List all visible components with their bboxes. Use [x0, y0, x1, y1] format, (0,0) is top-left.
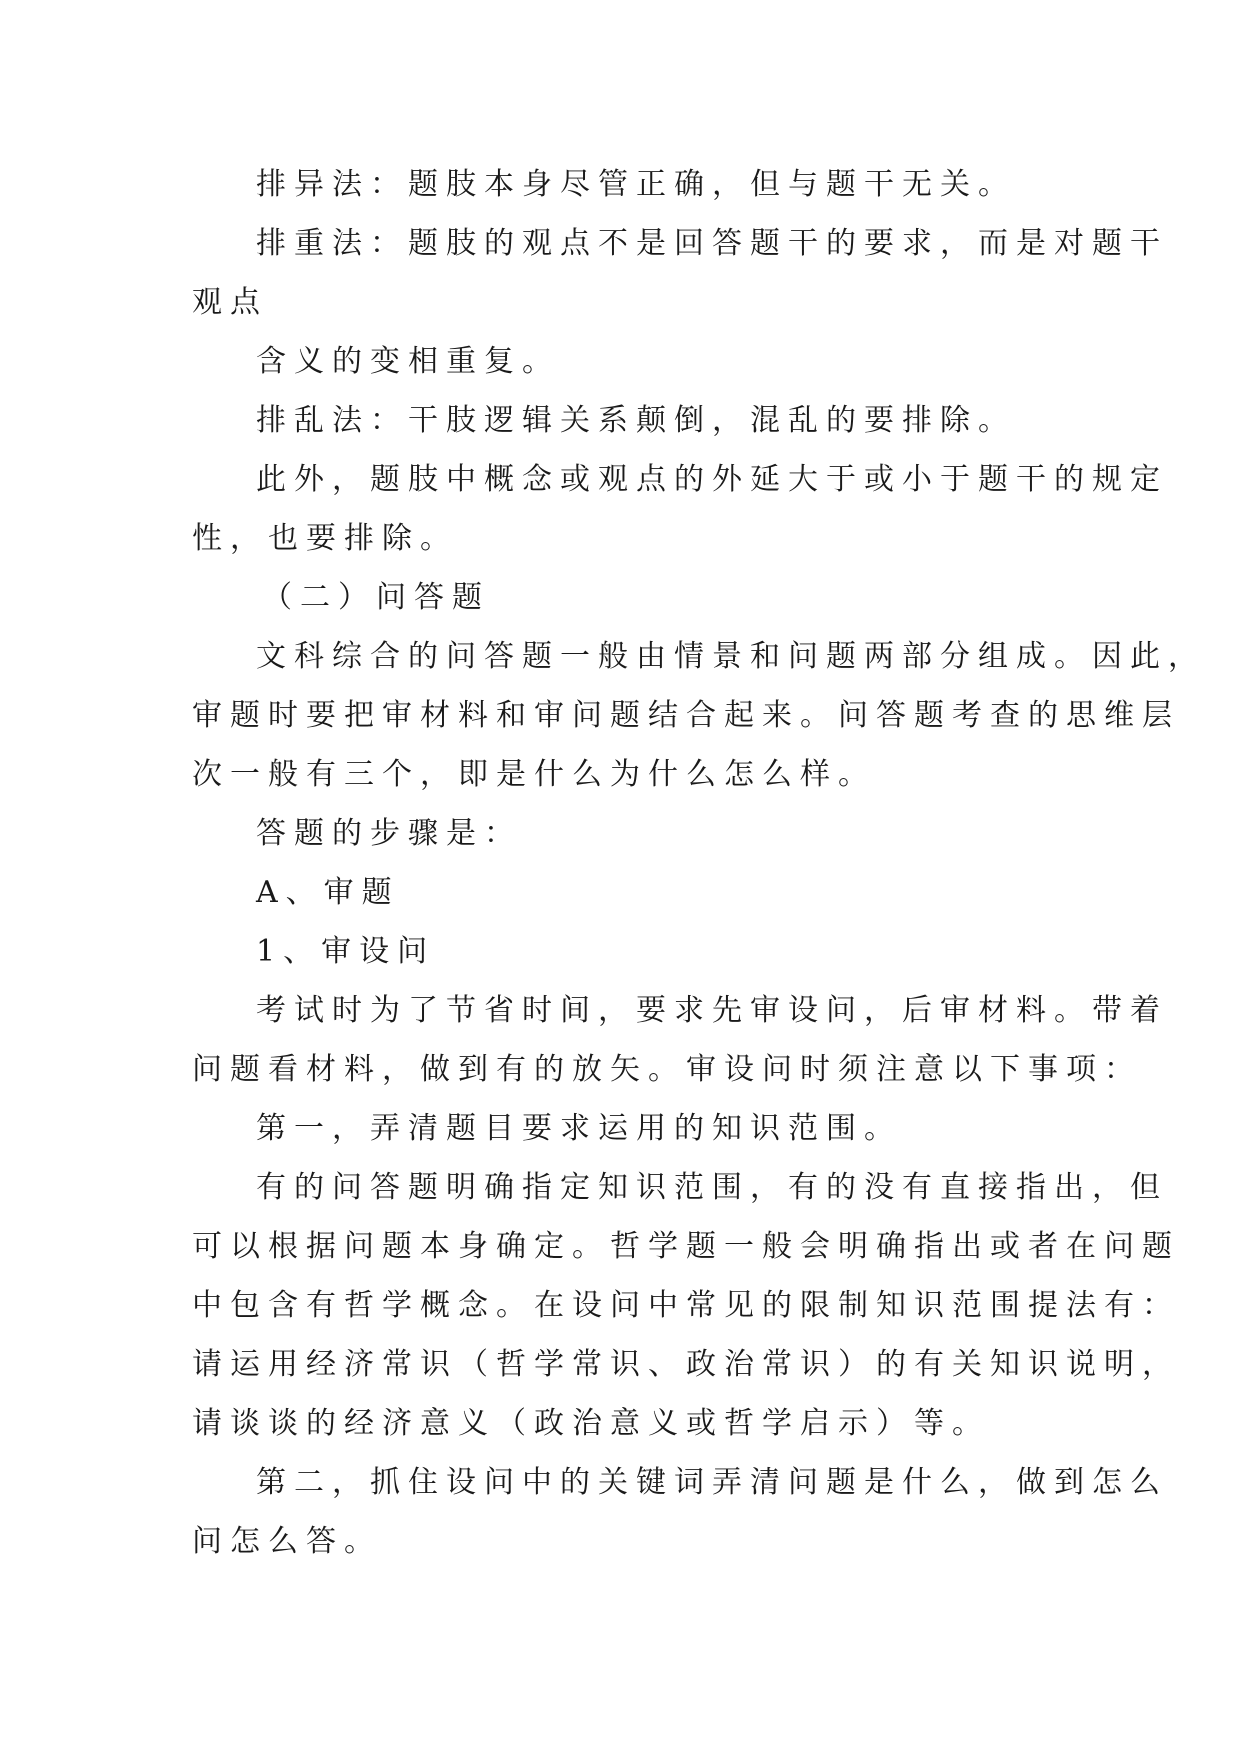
subheading-a-review: A、审题: [256, 875, 400, 910]
paragraph-line: 中包含有哲学概念。在设问中常见的限制知识范围提法有：: [192, 1288, 1180, 1323]
paragraph-elimination-repetition: 排重法：题肢的观点不是回答题干的要求，而是对题干: [256, 226, 1168, 261]
paragraph-line: 问题看材料，做到有的放矢。审设问时须注意以下事项：: [192, 1052, 1142, 1087]
paragraph-line: 请运用经济常识（哲学常识、政治常识）的有关知识说明，: [192, 1347, 1180, 1382]
paragraph-elimination-disorder: 排乱法：干肢逻辑关系颠倒，混乱的要排除。: [256, 403, 1016, 438]
paragraph-line: 请谈谈的经济意义（政治意义或哲学启示）等。: [192, 1406, 990, 1441]
paragraph-line: 审题时要把审材料和审问题结合起来。问答题考查的思维层: [192, 698, 1180, 733]
paragraph-line: 性，也要排除。: [192, 521, 458, 556]
paragraph-line: 可以根据问题本身确定。哲学题一般会明确指出或者在问题: [192, 1229, 1180, 1264]
paragraph-steps: 答题的步骤是：: [256, 816, 522, 851]
paragraph-line: 观点: [192, 285, 268, 320]
subheading-1-review-question: 1、审设问: [256, 934, 436, 969]
paragraph-first-point: 第一，弄清题目要求运用的知识范围。: [256, 1111, 902, 1146]
paragraph-elimination-irrelevant: 排异法：题肢本身尽管正确，但与题干无关。: [256, 167, 1016, 202]
paragraph-knowledge-scope: 有的问答题明确指定知识范围，有的没有直接指出，但: [256, 1170, 1168, 1205]
section-heading-qa: （二）问答题: [262, 580, 490, 615]
paragraph-elimination-extension: 此外，题肢中概念或观点的外延大于或小于题干的规定: [256, 462, 1168, 497]
paragraph-review-question: 考试时为了节省时间，要求先审设问，后审材料。带着: [256, 993, 1168, 1028]
paragraph-line: 问怎么答。: [192, 1524, 382, 1559]
paragraph-qa-intro: 文科综合的问答题一般由情景和问题两部分组成。因此，: [256, 639, 1206, 674]
paragraph-second-point: 第二，抓住设问中的关键词弄清问题是什么，做到怎么: [256, 1465, 1168, 1500]
paragraph-line: 含义的变相重复。: [256, 344, 560, 379]
paragraph-line: 次一般有三个，即是什么为什么怎么样。: [192, 757, 876, 792]
